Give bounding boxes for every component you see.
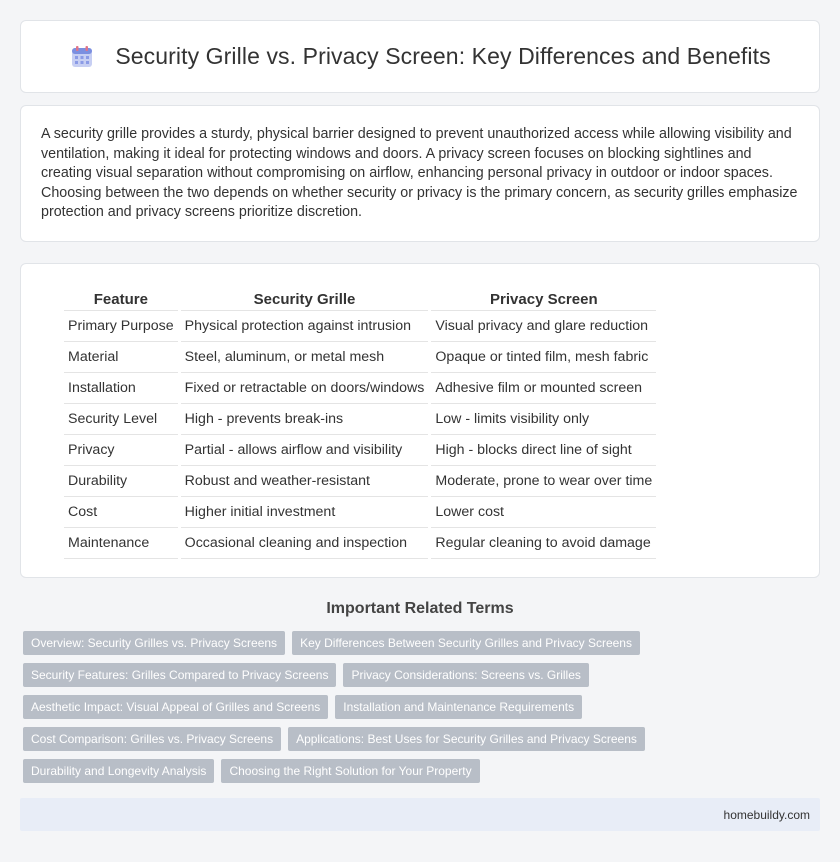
- table-cell: Lower cost: [431, 497, 656, 528]
- table-cell: Durability: [64, 466, 178, 497]
- table-cell: Maintenance: [64, 528, 178, 559]
- table-cell: Visual privacy and glare reduction: [431, 311, 656, 342]
- table-cell: Opaque or tinted film, mesh fabric: [431, 342, 656, 373]
- table-cell: High - blocks direct line of sight: [431, 435, 656, 466]
- table-cell: Regular cleaning to avoid damage: [431, 528, 656, 559]
- tag-row: [23, 727, 823, 751]
- table-row: [64, 373, 656, 404]
- related-term-tag[interactable]: Durability and Longevity Analysis: [23, 759, 214, 783]
- table-cell: Adhesive film or mounted screen: [431, 373, 656, 404]
- related-term-tag[interactable]: Aesthetic Impact: Visual Appeal of Grilles and Screens: [23, 695, 328, 719]
- table-cell: Physical protection against intrusion: [181, 311, 429, 342]
- related-term-tag[interactable]: Choosing the Right Solution for Your Property: [221, 759, 479, 783]
- table-cell: Occasional cleaning and inspection: [181, 528, 429, 559]
- table-cell: Robust and weather-resistant: [181, 466, 429, 497]
- table-row: [64, 497, 656, 528]
- table-cell: High - prevents break-ins: [181, 404, 429, 435]
- table-row: [64, 528, 656, 559]
- table-cell: Low - limits visibility only: [431, 404, 656, 435]
- table-header-row: [64, 288, 656, 311]
- related-term-tag[interactable]: Installation and Maintenance Requirements: [335, 695, 582, 719]
- related-term-tag[interactable]: Overview: Security Grilles vs. Privacy Screens: [23, 631, 285, 655]
- related-term-tag[interactable]: Privacy Considerations: Screens vs. Grilles: [343, 663, 588, 687]
- table-row: [64, 466, 656, 497]
- table-cell: Material: [64, 342, 178, 373]
- related-term-tag[interactable]: Applications: Best Uses for Security Grilles and Privacy Screens: [288, 727, 645, 751]
- page-title: Security Grille vs. Privacy Screen: Key Differences and Benefits: [115, 43, 771, 69]
- table-row: [64, 342, 656, 373]
- column-header-feature: Feature: [64, 288, 178, 311]
- related-terms-list: [23, 631, 823, 791]
- related-term-tag[interactable]: Security Features: Grilles Compared to Privacy Screens: [23, 663, 336, 687]
- table-cell: Partial - allows airflow and visibility: [181, 435, 429, 466]
- related-terms-heading: Important Related Terms: [326, 600, 514, 617]
- tag-row: [23, 695, 823, 719]
- comparison-table: [61, 288, 659, 559]
- comparison-table-card: [20, 263, 820, 578]
- intro-card: [20, 105, 820, 242]
- intro-text: A security grille provides a sturdy, physical barrier designed to prevent unauthorized access while allowing visibility and ventilation, making it ideal for protecting windows and doors. A privacy screen focuses on blocking sightlines and creating visual separation without compromising on airflow, enhancing personal privacy in outdoor or indoor spaces. Choosing between the two depends on whether security or privacy is the primary concern, as security grilles emphasize protection and privacy screens prioritize discretion.: [41, 126, 798, 220]
- table-cell: Cost: [64, 497, 178, 528]
- table-row: [64, 404, 656, 435]
- table-row: [64, 311, 656, 342]
- column-header-privacy-screen: Privacy Screen: [431, 288, 656, 311]
- table-cell: Primary Purpose: [64, 311, 178, 342]
- related-term-tag[interactable]: Cost Comparison: Grilles vs. Privacy Screens: [23, 727, 281, 751]
- table-cell: Fixed or retractable on doors/windows: [181, 373, 429, 404]
- table-cell: Steel, aluminum, or metal mesh: [181, 342, 429, 373]
- table-cell: Privacy: [64, 435, 178, 466]
- related-term-tag[interactable]: Key Differences Between Security Grilles and Privacy Screens: [292, 631, 640, 655]
- calendar-icon: [69, 44, 95, 70]
- tag-row: [23, 631, 823, 655]
- tag-row: [23, 663, 823, 687]
- title-card: [20, 20, 820, 93]
- tag-row: [23, 759, 823, 783]
- table-cell: Installation: [64, 373, 178, 404]
- table-cell: Security Level: [64, 404, 178, 435]
- footer: [20, 798, 820, 831]
- table-cell: Higher initial investment: [181, 497, 429, 528]
- table-cell: Moderate, prone to wear over time: [431, 466, 656, 497]
- footer-site-link[interactable]: homebuildy.com: [723, 807, 810, 822]
- table-row: [64, 435, 656, 466]
- column-header-security-grille: Security Grille: [181, 288, 429, 311]
